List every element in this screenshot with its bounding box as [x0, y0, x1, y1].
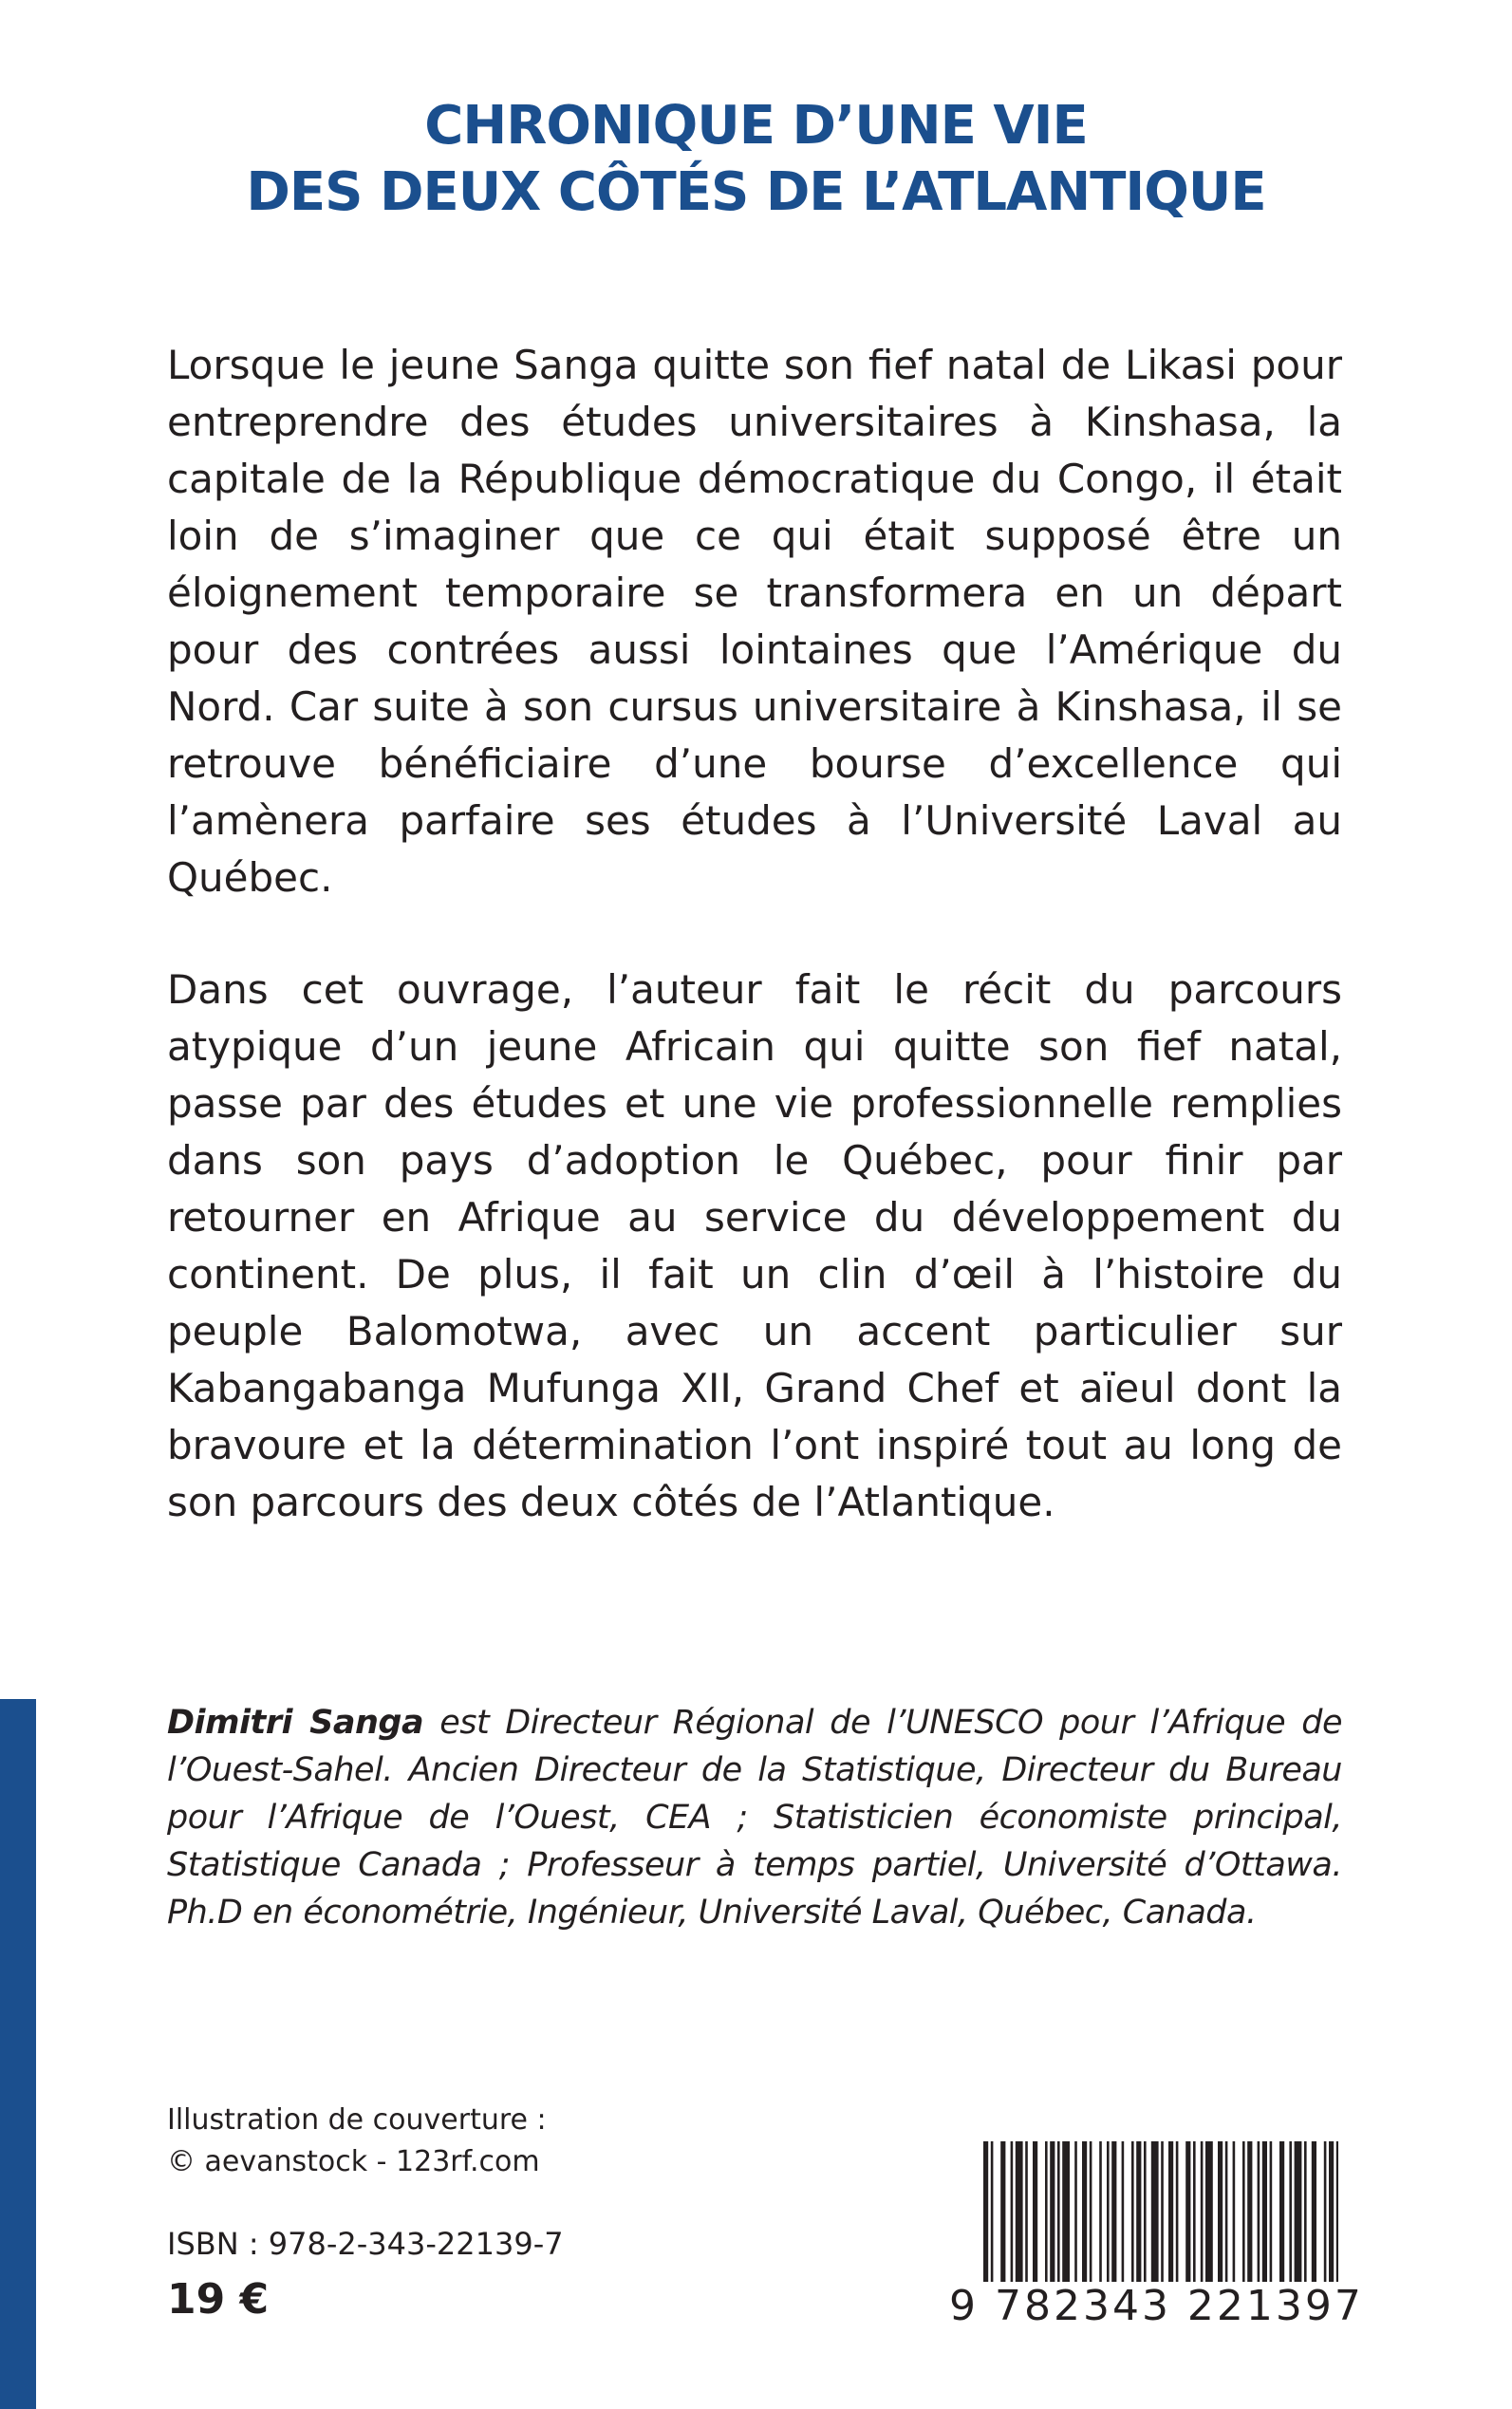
barcode-bar	[1312, 2141, 1316, 2282]
barcode-bar	[1225, 2141, 1228, 2282]
barcode-bar	[1111, 2141, 1116, 2282]
barcode-bar	[1247, 2141, 1252, 2282]
barcode-bar	[983, 2141, 988, 2282]
barcode-bar	[1295, 2141, 1302, 2282]
barcode-bar	[1144, 2141, 1147, 2282]
barcode-bar	[1151, 2141, 1159, 2282]
barcode-bar	[1050, 2141, 1055, 2282]
barcode-bar	[1033, 2141, 1037, 2282]
barcode-bar	[1045, 2141, 1048, 2282]
barcode-bar	[1136, 2141, 1141, 2282]
author-bio-text: est Directeur Régional de l’UNESCO pour l’Afrique de l’Ouest-Sahel. Ancien Directeur de la Statistique, Directeur du Bureau pour l’Afrique de l’Ouest, CEA ; Statisticien économiste principal, Statistique Canada ; Professeur à temps partiel, Université d’Ottawa. Ph.D en économétrie, Ingénieur, Université Laval, Québec, Canada.	[167, 1704, 1342, 1932]
barcode-bar	[1016, 2141, 1023, 2282]
book-title	[0, 93, 1512, 226]
barcode-bar	[1074, 2141, 1077, 2282]
barcode-bar	[1289, 2141, 1292, 2282]
author-bio	[167, 1699, 1342, 1936]
barcode-bar	[1193, 2141, 1196, 2282]
credit-source: © aevanstock - 123rf.com	[167, 2145, 540, 2178]
barcode-bar	[1161, 2141, 1164, 2282]
barcode-bar	[1185, 2141, 1190, 2282]
barcode-bar	[1011, 2141, 1014, 2282]
barcode-bar	[1082, 2141, 1087, 2282]
barcode-bar	[1107, 2141, 1110, 2282]
barcode-bar	[1262, 2141, 1267, 2282]
barcode-bar	[1279, 2141, 1284, 2282]
barcode-bar	[1336, 2141, 1338, 2282]
barcode-bar	[1218, 2141, 1223, 2282]
barcode-bar	[1062, 2141, 1070, 2282]
barcode-bar	[1258, 2141, 1260, 2282]
side-accent-bar	[0, 1699, 36, 2409]
barcode-bar	[1057, 2141, 1060, 2282]
price: 19 €	[167, 2275, 270, 2324]
isbn: ISBN : 978-2-343-22139-7	[167, 2226, 564, 2262]
barcode-bar	[1270, 2141, 1273, 2282]
barcode-bar	[1176, 2141, 1179, 2282]
barcode-bar	[1168, 2141, 1173, 2282]
barcode-bar	[991, 2141, 994, 2282]
summary-paragraph-1: Lorsque le jeune Sanga quitte son fief natal de Likasi pour entreprendre des études universitaires à Kinshasa, la capitale de la République démocratique du Congo, il était loin de s’imaginer que ce qui était supposé être un éloignement temporaire se transformera en un départ pour des contrées aussi lointaines que l’Amérique du Nord. Car suite à son cursus universitaire à Kinshasa, il se retrouve bénéficiaire d’une bourse d’excellence qui l’amènera parfaire ses études à l’Université Laval au Québec.	[167, 342, 1342, 901]
summary-paragraph-2: Dans cet ouvrage, l’auteur fait le récit du parcours atypique d’un jeune Africain qui quitte son fief natal, passe par des études et une vie professionnelle remplies dans son pays d’adoption le Québec, pour finir par retourner en Afrique au service du développement du continent. De plus, il fait un clin d’œil à l’histoire du peuple Balomotwa, avec un accent particulier sur Kabangabanga Mufunga XII, Grand Chef et aïeul dont la bravoure et la détermination l’ont inspiré tout au long de son parcours des deux côtés de l’Atlantique.	[167, 966, 1342, 1525]
barcode-bar	[1233, 2141, 1236, 2282]
barcode-bar	[1329, 2141, 1334, 2282]
barcode-bar	[1025, 2141, 1028, 2282]
title-line-2: DES DEUX CÔTÉS DE L’ATLANTIQUE	[246, 161, 1266, 223]
barcode-bar	[1304, 2141, 1307, 2282]
barcode-bar	[1131, 2141, 1134, 2282]
barcode-bar	[1090, 2141, 1092, 2282]
barcode-bar	[1324, 2141, 1327, 2282]
barcode-digits: 9 782343 221397	[949, 2282, 1364, 2330]
title-line-1: CHRONIQUE D’UNE VIE	[424, 95, 1088, 157]
barcode-bar	[1242, 2141, 1245, 2282]
cover-credit	[167, 2100, 547, 2183]
credit-label: Illustration de couverture :	[167, 2103, 547, 2137]
barcode-bars	[980, 2141, 1342, 2284]
barcode-bar	[1099, 2141, 1102, 2282]
barcode-bar	[1000, 2141, 1005, 2282]
barcode-bar	[1201, 2141, 1204, 2282]
barcode-bar	[1205, 2141, 1213, 2282]
barcode-bar	[1122, 2141, 1125, 2282]
author-name: Dimitri Sanga	[167, 1704, 424, 1742]
